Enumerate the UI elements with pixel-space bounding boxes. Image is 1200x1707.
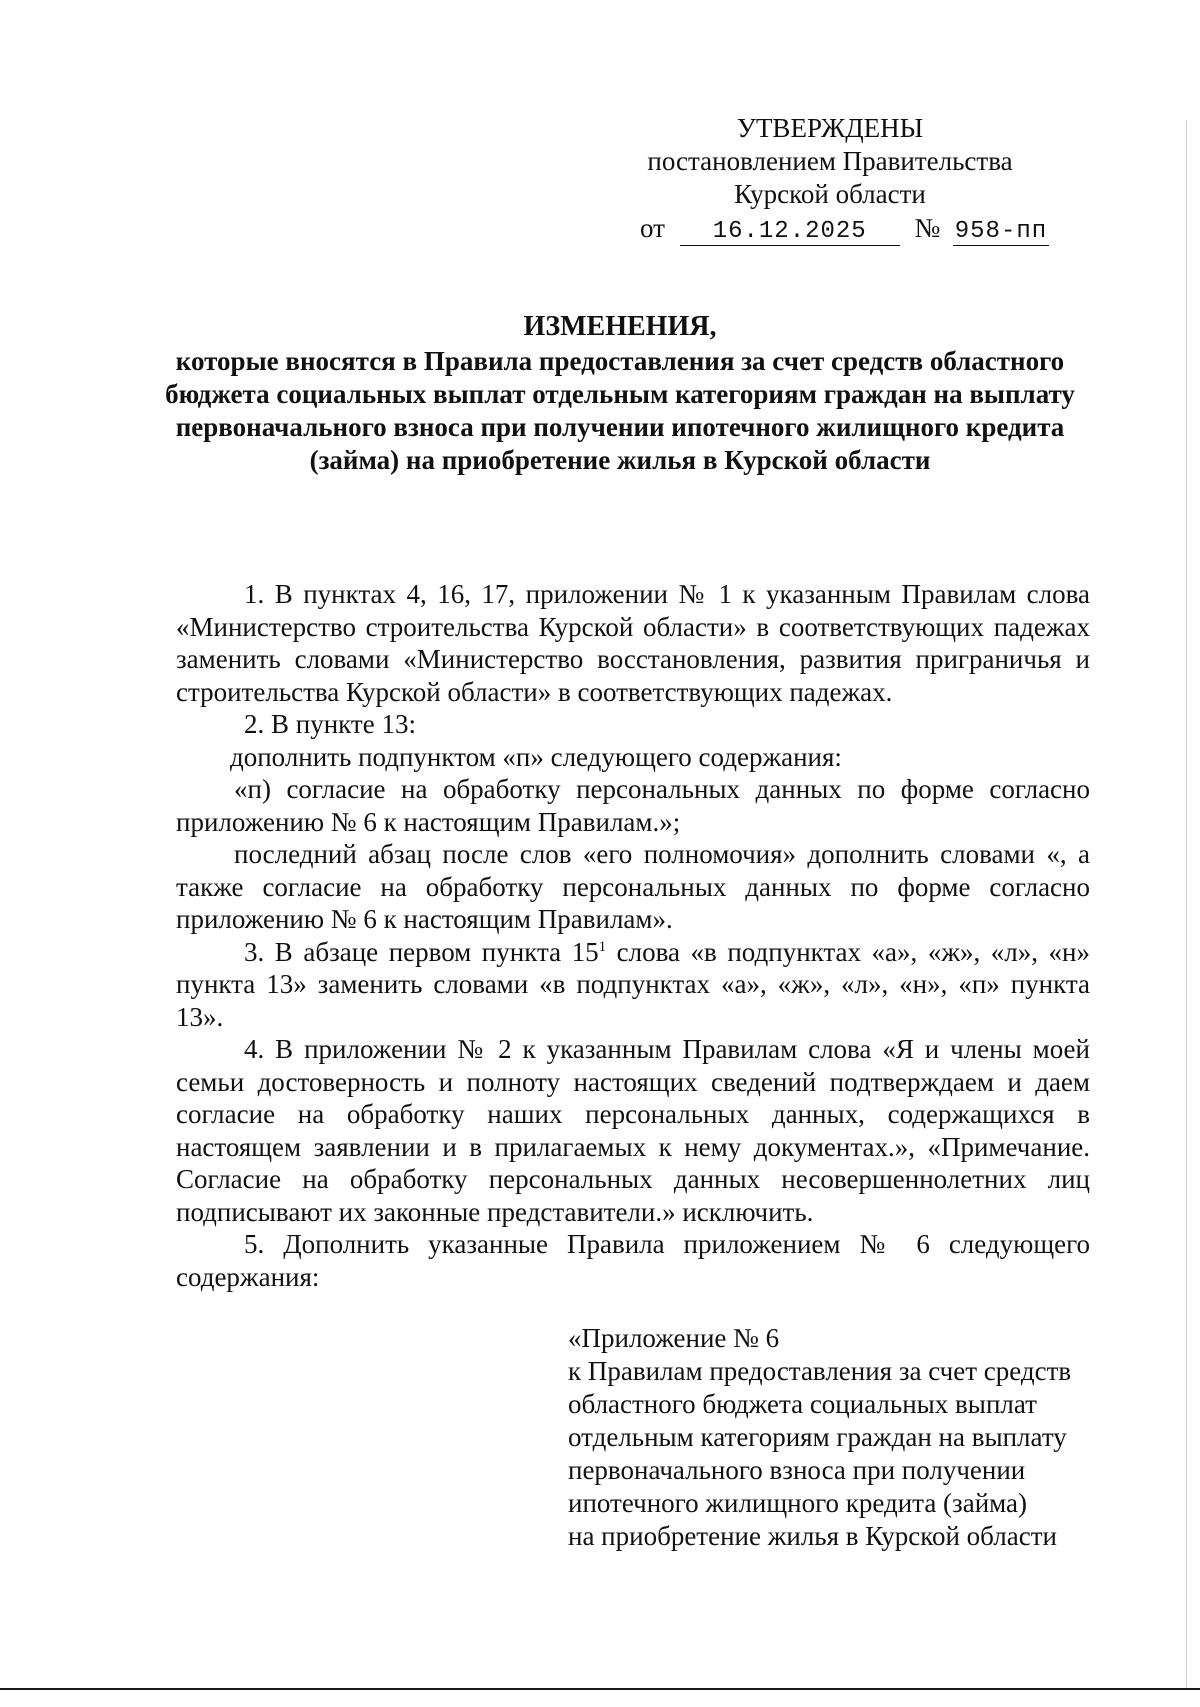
paragraph-1: 1. В пунктах 4, 16, 17, приложении № 1 к указанным Правилам слова «Министерство строительства Курской области» в соответствующих падежах заменить словами «Министерство восстановления, развития приграничья и строительства Курской области» в соответствующих падежах. [176,579,1090,707]
document-body [176,578,1090,1293]
date-prefix: от [640,213,665,243]
paragraph-3 [176,936,1090,1034]
approval-line-1: постановлением Правительства [647,146,1013,176]
paragraph-3-end: слова «в подпунктах «а», «ж», «л», «н» пункта 13» заменить словами «в подпунктах «а», «ж», «л», «н», «п» пункта 13». [176,936,1091,1032]
paragraph-2b: «п) согласие на обработку персональных данных по форме согласно приложению № 6 к настоящим Правилам.»; [176,774,1090,837]
paragraph-2a: дополнить подпунктом «п» следующего содержания: [230,741,842,772]
scan-bottom-border [0,1688,1200,1690]
paragraph-4: 4. В приложении № 2 к указанным Правилам слова «Я и члены моей семьи достоверность и полноту настоящих сведений подтверждаем и даем согласие на обработку наших персональных данных, содержащихся в настоящем заявлении и в прилагаемых к нему документах.», «Примечание. Согласие на обработку персональных данных несовершеннолетних лиц подписывают их законные представители.» исключить. [176,1034,1090,1227]
annex-header [568,1322,1088,1553]
document-heading [160,310,1080,477]
paragraph-2c: последний абзац после слов «его полномочия» дополнить словами «, а также согласие на обработку персональных данных по форме согласно приложению № 6 к настоящим Правилам». [176,839,1090,934]
approval-line-2: Курской области [734,179,926,209]
scan-edge [1186,120,1187,1690]
paragraph-2: 2. В пункте 13: [244,709,416,739]
annex-line-7: на приобретение жилья в Курской области [568,1521,1057,1551]
annex-line-3: областного бюджета социальных выплат [568,1389,1037,1419]
approval-title: УТВЕРЖДЕНЫ [736,113,924,143]
number-prefix: № [914,213,941,243]
date-value: 16.12.2025 [680,219,900,246]
paragraph-5: 5. Дополнить указанные Правила приложением № 6 следующего содержания: [176,1229,1090,1292]
annex-line-1: «Приложение № 6 [568,1323,780,1353]
approval-date-line [640,212,1080,246]
annex-line-2: к Правилам предоставления за счет средств [568,1356,1072,1386]
approval-stamp [620,112,1070,245]
paragraph-3-superscript: 1 [598,938,607,955]
heading-subtitle: которые вносятся в Правила предоставления за счет средств областного бюджета социальных выплат отдельным категориям граждан на выплату первоначального взноса при получении ипотечного жилищного кредита (займа) на приобретение жилья в Курской области [165,346,1075,475]
annex-line-6: ипотечного жилищного кредита (займа) [568,1488,1028,1518]
annex-line-4: отдельным категориям граждан на выплату [568,1422,1067,1452]
number-value: 958-пп [954,218,1048,245]
paragraph-3-start: 3. В абзаце первом пункта 15 [244,936,599,967]
annex-line-5: первоначального взноса при получении [568,1455,1026,1485]
heading-title: ИЗМЕНЕНИЯ, [523,311,717,342]
